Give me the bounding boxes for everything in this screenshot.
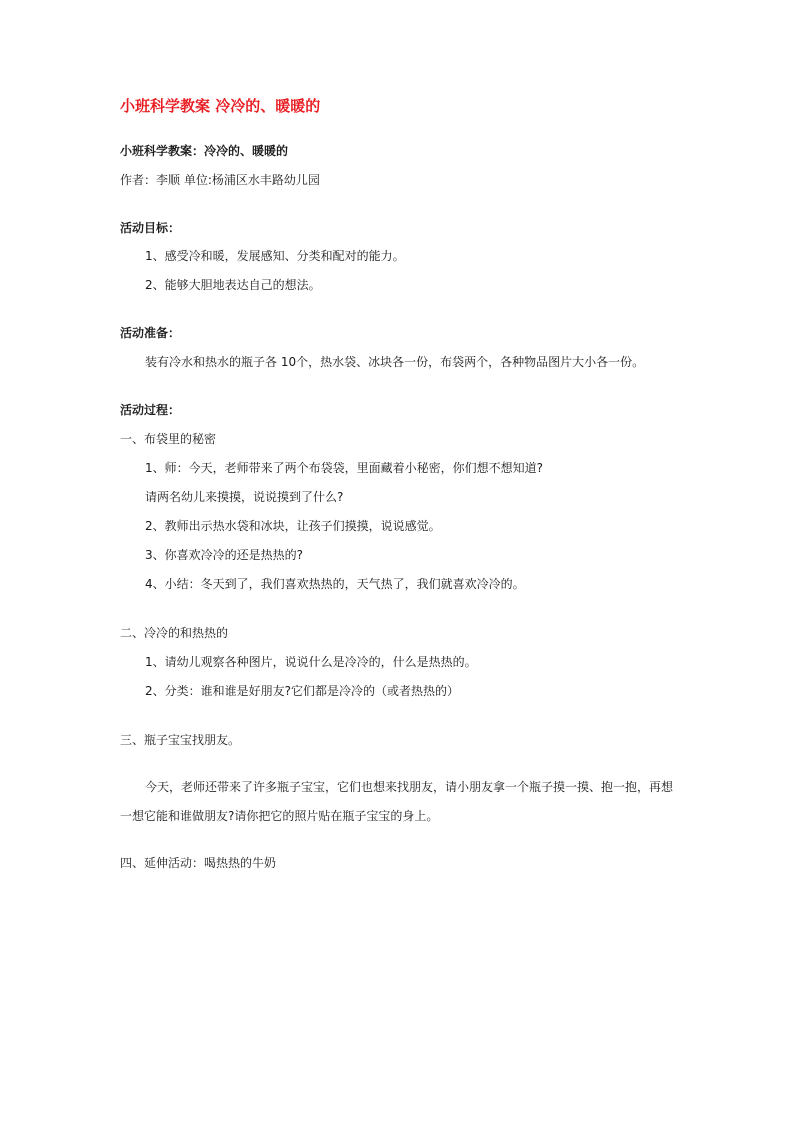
document-subtitle: 小班科学教案：冷冷的、暖暖的 <box>120 144 289 158</box>
preparation-heading: 活动准备： <box>120 326 181 340</box>
section1-item-4: 3、你喜欢冷冷的还是热热的? <box>145 548 304 562</box>
preparation-text: 装有冷水和热水的瓶子各 10个，热水袋、冰块各一份，布袋两个，各种物品图片大小各一份。 <box>145 355 645 369</box>
section1-title: 一、布袋里的秘密 <box>120 432 217 446</box>
goal-item-1: 1、感受冷和暖，发展感知、分类和配对的能力。 <box>145 249 405 263</box>
section3-paragraph-line1: 今天，老师还带来了许多瓶子宝宝，它们也想来找朋友，请小朋友拿一个瓶子摸一摸、抱一抱，再想 <box>145 780 674 794</box>
section3-title: 三、瓶子宝宝找朋友。 <box>120 733 241 747</box>
section1-item-5: 4、小结：冬天到了，我们喜欢热热的，天气热了，我们就喜欢冷冷的。 <box>145 577 525 591</box>
section2-title: 二、冷冷的和热热的 <box>120 626 229 640</box>
section3-paragraph-line2: 一想它能和谁做朋友?请你把它的照片贴在瓶子宝宝的身上。 <box>120 809 439 823</box>
section1-item-1: 1、师：今天，老师带来了两个布袋袋，里面藏着小秘密，你们想不想知道? <box>145 461 544 475</box>
goal-item-2: 2、能够大胆地表达自己的想法。 <box>145 278 321 292</box>
document-title: 小班科学教案 冷冷的、暖暖的 <box>120 97 321 115</box>
author-line: 作者：李顺 单位:杨浦区水丰路幼儿园 <box>120 173 320 187</box>
section1-item-3: 2、教师出示热水袋和冰块，让孩子们摸摸，说说感觉。 <box>145 519 441 533</box>
process-heading: 活动过程： <box>120 403 181 417</box>
goals-heading: 活动目标： <box>120 221 181 235</box>
section4-title: 四、延伸活动：喝热热的牛奶 <box>120 856 277 870</box>
section1-item-2: 请两名幼儿来摸摸，说说摸到了什么? <box>145 490 344 504</box>
section2-item-1: 1、请幼儿观察各种图片，说说什么是冷冷的，什么是热热的。 <box>145 655 477 669</box>
section2-item-2: 2、分类：谁和谁是好朋友?它们都是冷冷的（或者热热的） <box>145 684 460 698</box>
